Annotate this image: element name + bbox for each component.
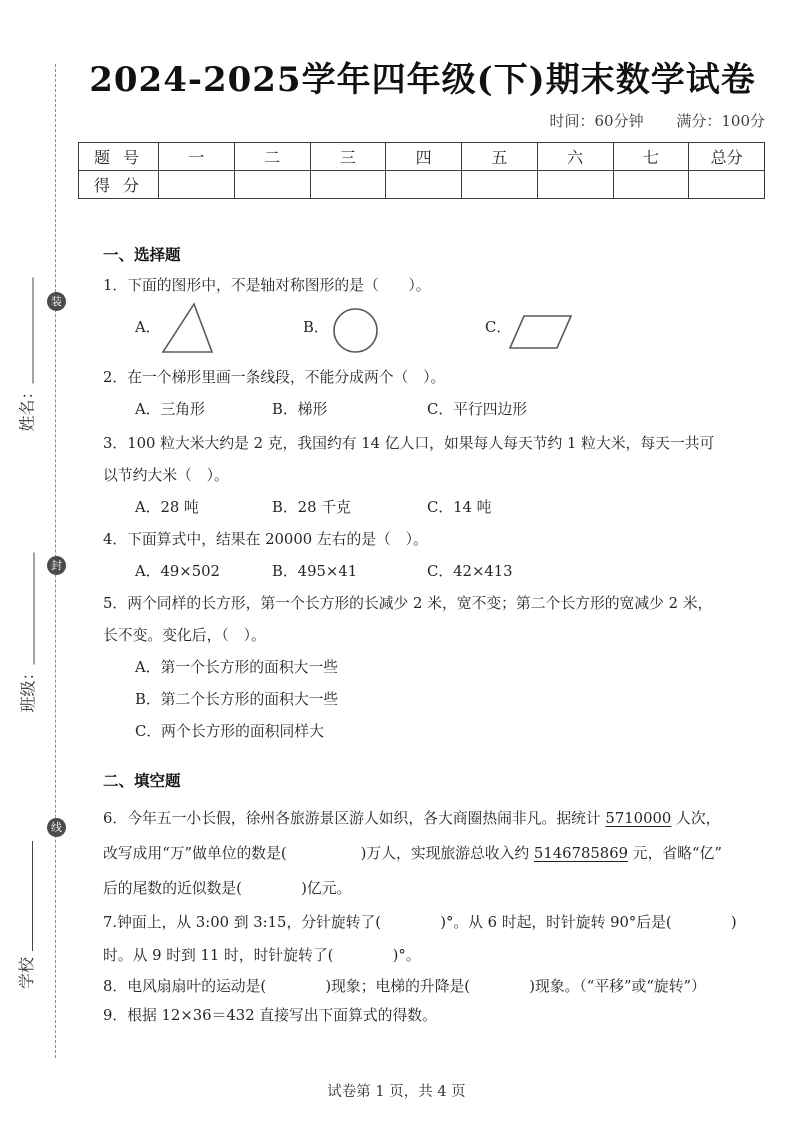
col-7: 七: [613, 143, 689, 171]
question-5-text-line-2: 长不变。变化后，（ ）。: [103, 627, 266, 644]
school-field: [15, 837, 37, 989]
question-6-text: 人次，: [671, 810, 721, 827]
seal-mark-feng: 封: [47, 556, 66, 575]
question-7-line-1: 7.钟面上，从 3:00 到 3:15，分针旋转了( )°。从 6 时起，时针旋转 90°后是( ): [103, 914, 737, 931]
col-total: 总分: [689, 143, 765, 171]
option-b-label: B．: [303, 319, 329, 336]
score-cell: [159, 171, 235, 199]
option-a-label: A．: [135, 319, 161, 336]
class-blank-line: [33, 552, 35, 664]
class-label: 班级：: [18, 664, 38, 713]
question-3-options: [103, 492, 707, 524]
option-a: A．28 吨: [135, 499, 199, 516]
full-score: 满分：100分: [676, 112, 765, 130]
name-blank-line: [32, 277, 34, 383]
question-6-line-3: 后的尾数的近似数是( )亿元。: [103, 880, 352, 897]
section-1-heading: 一、选择题: [103, 245, 181, 264]
class-field: [17, 548, 39, 713]
name-label: 姓名：: [17, 383, 37, 432]
score-cell: [234, 171, 310, 199]
score-cell: [310, 171, 386, 199]
section-2-heading: 二、填空题: [103, 771, 181, 790]
option-b: B．28 千克: [272, 499, 351, 516]
col-5: 五: [462, 143, 538, 171]
question-6-text: 改写成用“万”做单位的数是( )万人，实现旅游总收入约: [103, 845, 534, 862]
question-7-line-2: 时。从 9 时到 11 时，时针旋转了( )°。: [103, 947, 421, 964]
visitor-count-number: 5710000: [605, 810, 672, 827]
score-row: [79, 171, 765, 199]
revenue-number: 5146785869: [533, 845, 629, 862]
question-9-text: 9．根据 12×36＝432 直接写出下面算式的得数。: [103, 1007, 437, 1024]
question-number-row: [79, 143, 765, 171]
option-c: C．平行四边形: [427, 401, 528, 418]
option-b: B．梯形: [272, 401, 328, 418]
fill-in-questions: [103, 801, 737, 1030]
school-blank-line: [31, 841, 33, 951]
triangle-shape: [161, 302, 215, 354]
seal-mark-zhuang: 装: [47, 292, 66, 311]
score-label: 得 分: [79, 171, 159, 199]
page-title: 2024-2025学年四年级(下)期末数学试卷: [89, 60, 756, 100]
name-field: [16, 273, 38, 432]
seal-mark-xian: 线: [47, 818, 66, 837]
question-5-option-c: C．两个长方形的面积同样大: [135, 723, 324, 740]
question-1-text: 1．下面的图形中，不是轴对称图形的是（ ）。: [103, 277, 431, 294]
option-c: C．14 吨: [427, 499, 492, 516]
question-5-option-b: B．第二个长方形的面积大一些: [135, 691, 339, 708]
page-footer: 试卷第 1 页，共 4 页: [327, 1084, 466, 1100]
exam-body: [103, 244, 737, 1030]
score-cell: [613, 171, 689, 199]
option-b: B．495×41: [272, 563, 358, 580]
option-c: C．42×413: [427, 563, 513, 580]
col-1: 一: [159, 143, 235, 171]
question-2-options: [103, 394, 707, 426]
score-table: [78, 142, 765, 199]
question-6-line-2: [103, 836, 722, 871]
question-1-shapes: [103, 302, 707, 360]
question-5-option-a: A．第一个长方形的面积大一些: [135, 659, 339, 676]
question-8-text: 8．电风扇扇叶的运动是( )现象；电梯的升降是( )现象。（“平移”或“旋转”）: [103, 978, 706, 995]
score-cell: [386, 171, 462, 199]
score-cell: [689, 171, 765, 199]
option-a: A．三角形: [135, 401, 205, 418]
question-6-line-1: [103, 801, 721, 836]
question-3-text-line-1: 3．100 粒大米大约是 2 克，我国约有 14 亿人口，如果每人每天节约 1 粒大米，每天一共可: [103, 435, 715, 452]
option-c-label: C．: [485, 319, 512, 336]
exam-meta: [521, 110, 765, 131]
option-a: A．49×502: [135, 563, 220, 580]
question-4-options: [103, 556, 707, 588]
question-5-text-line-1: 5．两个同样的长方形，第一个长方形的长减少 2 米，宽不变；第二个长方形的宽减少 2 米，: [103, 595, 713, 612]
question-3-text-line-2: 以节约大米（ ）。: [103, 467, 229, 484]
score-cell: [537, 171, 613, 199]
question-number-label: 题 号: [79, 143, 159, 171]
circle-shape: [332, 307, 379, 354]
question-6-text: 元，省略“亿”: [628, 845, 722, 862]
col-3: 三: [310, 143, 386, 171]
time-limit: 时间：60分钟: [549, 112, 644, 130]
col-6: 六: [537, 143, 613, 171]
col-2: 二: [234, 143, 310, 171]
question-4-text: 4．下面算式中，结果在 20000 左右的是（ ）。: [103, 531, 428, 548]
question-6-text: 6．今年五一小长假，徐州各旅游景区游人如织，各大商圈热闹非凡。据统计: [103, 810, 606, 827]
score-cell: [462, 171, 538, 199]
school-label: 学校: [17, 956, 36, 989]
parallelogram-shape: [509, 314, 573, 350]
question-2-text: 2．在一个梯形里画一条线段，不能分成两个（ ）。: [103, 369, 446, 386]
col-4: 四: [386, 143, 462, 171]
